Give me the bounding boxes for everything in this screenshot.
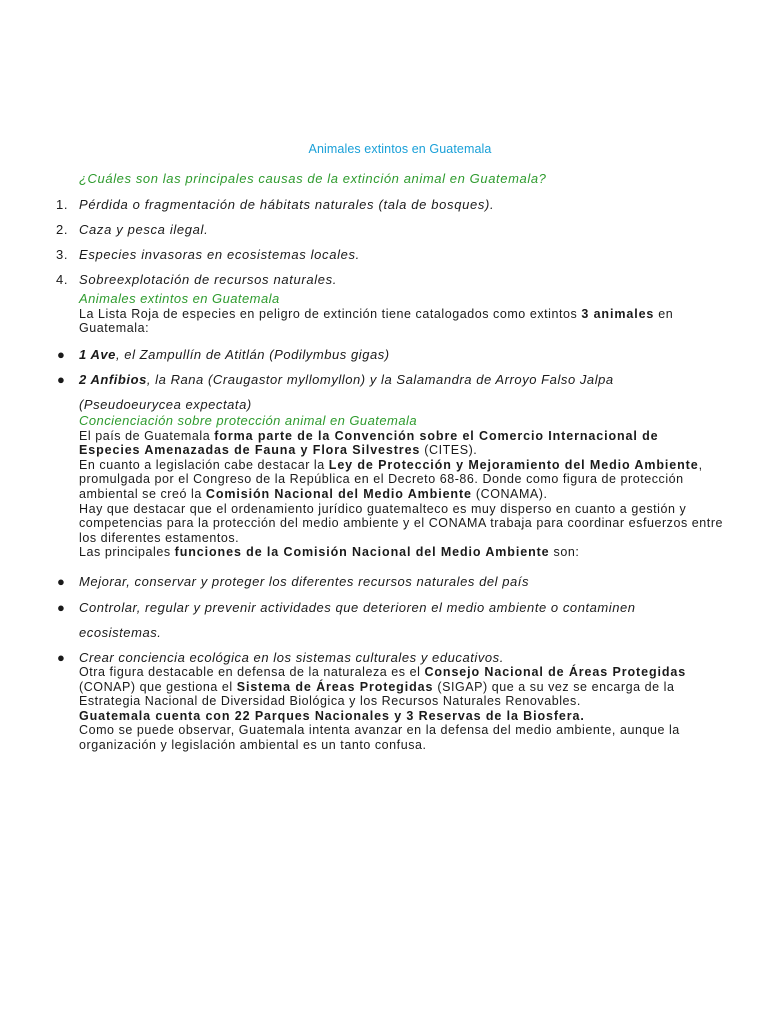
list-number: 4. [56,272,69,287]
bullet-icon: ● [57,347,66,362]
list-number: 3. [56,247,69,262]
function-text: Mejorar, conservar y proteger los diferentes recursos naturales del país [79,574,530,589]
list-item-text: Pérdida o fragmentación de hábitats naturales (tala de bosques). [79,197,495,212]
function-text: Controlar, regular y prevenir actividades que deterioren el medio ambiente o contaminen [79,600,636,615]
bullet-icon: ● [57,372,66,387]
bullet-icon: ● [57,574,66,589]
awareness-p2-text: En cuanto a legislación cabe destacar la [79,457,329,472]
closing-p3-text: Como se puede observar, Guatemala intenta avanzar en la defensa del medio ambiente, aunque la organización y legislación ambiental es un tanto confusa. [79,723,680,752]
awareness-p1-text: El país de Guatemala [79,428,215,443]
species-count: 2 Anfibios [79,372,147,387]
species-text: , la Rana (Craugastor myllomyllon) y la Salamandra de Arroyo Falso Jalpa [146,372,614,387]
bullet-icon: ● [57,600,66,615]
closing-section [79,665,724,753]
question-heading: ¿Cuáles son las principales causas de la extinción animal en Guatemala? [79,171,547,186]
awareness-section [79,414,724,560]
functions-list [0,573,720,667]
species-text: , el Zampullín de Atitlán (Podilymbus gigas) [115,347,390,362]
document-title: Animales extintos en Guatemala [308,142,492,156]
extinct-intro-text: La Lista Roja de especies en peligro de extinción tiene catalogados como extintos [79,306,582,321]
list-number: 2. [56,222,69,237]
list-item [0,573,720,599]
bullet-icon: ● [57,650,66,665]
list-item-text: Caza y pesca ilegal. [79,222,209,237]
closing-p2-bold: Guatemala cuenta con 22 Parques Nacionales y 3 Reservas de la Biosfera. [79,708,585,723]
awareness-p1-end: (CITES). [420,443,478,458]
awareness-p1-bold: forma parte de la Convención sobre el Comercio Internacional de Especies Amenazadas de Fauna y Flora Silvestres [79,428,659,458]
closing-p1-mid: (CONAP) que gestiona el [79,679,237,694]
extinct-intro-bold: 3 animales [581,306,655,321]
awareness-p4-end: son: [549,545,580,560]
list-item [0,371,720,414]
awareness-p4-text: Las principales [79,545,175,560]
awareness-p2-end: (CONAMA). [471,486,548,501]
list-item [0,196,720,221]
closing-p1-bold2: Sistema de Áreas Protegidas [236,679,434,694]
list-number: 1. [56,197,69,212]
awareness-p2-mid: , promulgada por el Congreso de la República en el Decreto 68-86. Donde como figura de protección ambiental se creó la [79,457,703,501]
closing-p1-text: Otra figura destacable en defensa de la naturaleza es el [79,665,425,679]
closing-p1-bold: Consejo Nacional de Áreas Protegidas [424,665,687,679]
causes-list [0,196,720,296]
function-text-continued: ecosistemas. [79,625,162,640]
list-item [0,346,720,371]
extinct-section [79,292,724,336]
list-item [0,246,720,271]
section-heading-extinct: Animales extintos en Guatemala [79,291,280,306]
closing-p1-end: (SIGAP) que a su vez se encarga de la Estrategia Nacional de Diversidad Biológica y los Recursos Naturales Renovables. [79,679,675,709]
awareness-p4-bold: funciones de la Comisión Nacional del Medio Ambiente [174,545,550,560]
function-text: Crear conciencia ecológica en los sistemas culturales y educativos. [79,650,504,665]
list-item [0,221,720,246]
list-item-text: Especies invasoras en ecosistemas locales. [79,247,360,262]
section-heading-awareness: Concienciación sobre protección animal en Guatemala [79,413,418,428]
extinct-species-list [0,346,720,414]
awareness-p3-text: Hay que destacar que el ordenamiento jurídico guatemalteco es muy disperso en cuanto a gestión y competencias para la protección del medio ambiente y el CONAMA trabaja para coordinar esfuerzos entre los diferentes estamentos. [79,501,724,545]
species-count: 1 Ave [79,347,116,362]
species-text-continued: (Pseudoeurycea expectata) [79,397,252,412]
awareness-p2-bold: Ley de Protección y Mejoramiento del Medio Ambiente [328,457,699,472]
list-item [0,599,720,649]
list-item-text: Sobreexplotación de recursos naturales. [79,272,338,287]
awareness-p2-bold2: Comisión Nacional del Medio Ambiente [205,486,472,501]
extinct-intro-end: en Guatemala: [79,306,674,336]
